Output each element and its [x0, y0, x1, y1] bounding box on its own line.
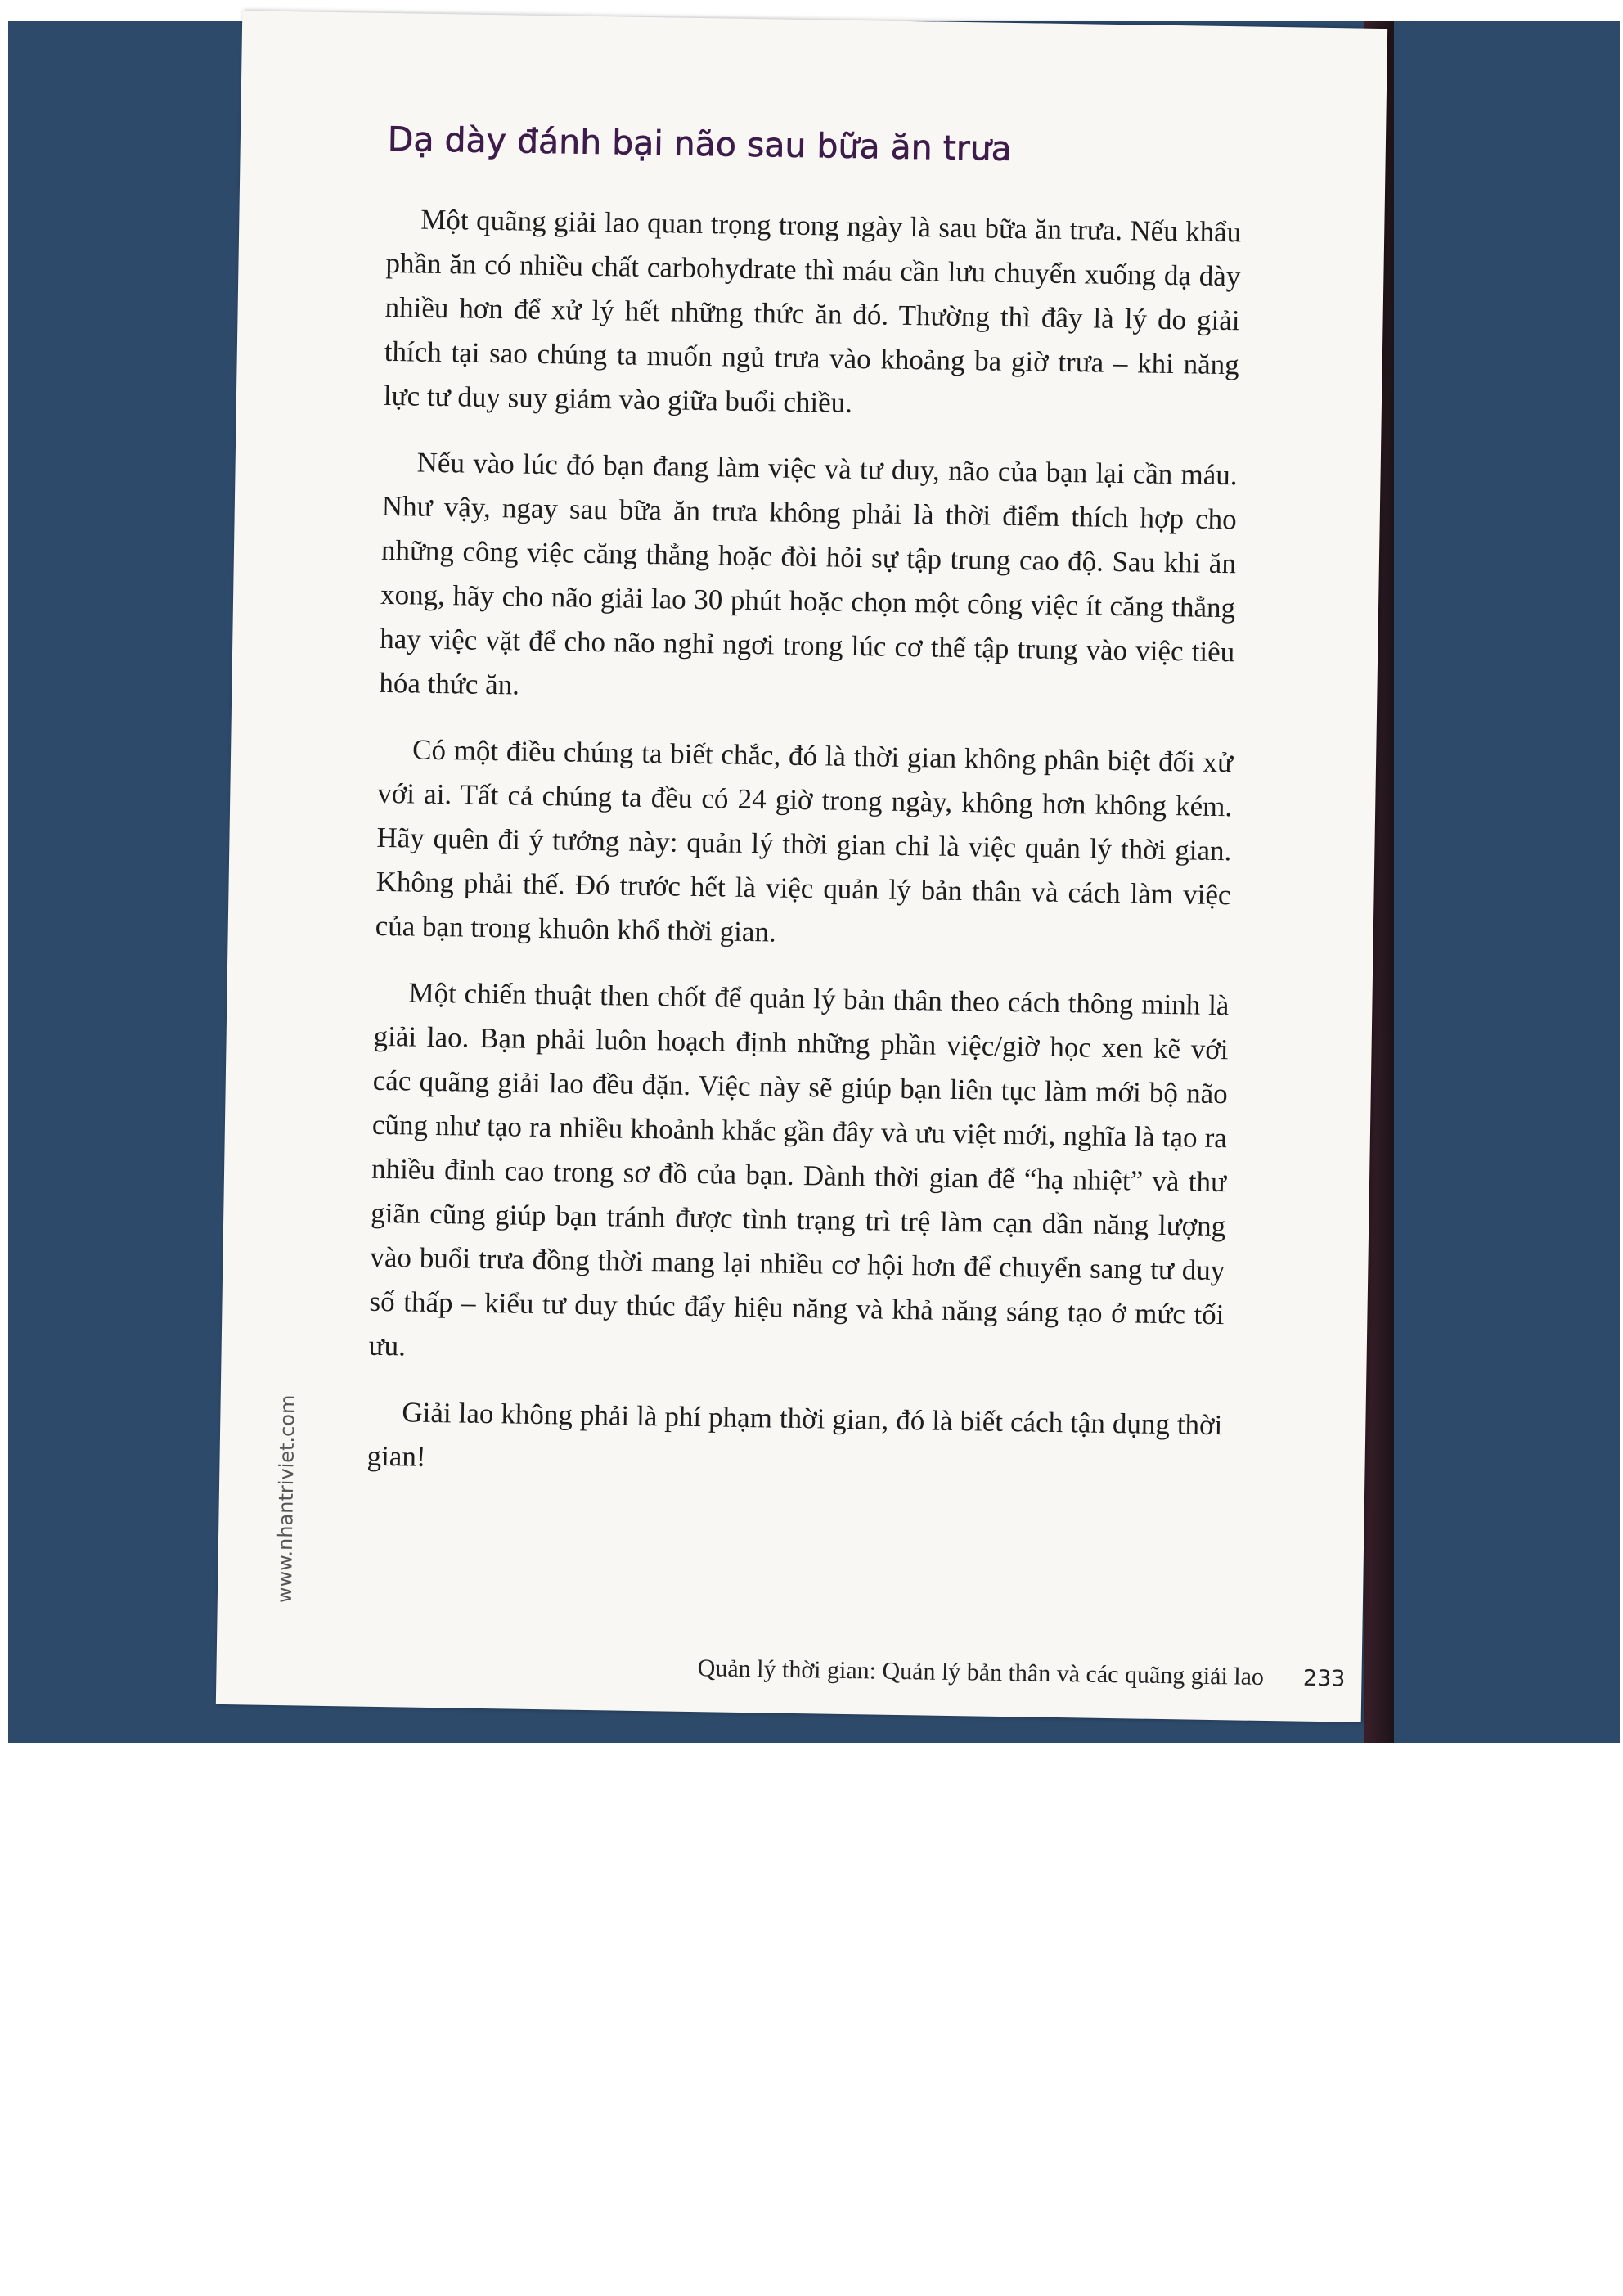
paragraph-5: Giải lao không phải là phí phạm thời gian, đó là biết cách tận dụng thời gian! [366, 1396, 1223, 1473]
body-text [366, 197, 1242, 1514]
paragraph-1: Một quãng giải lao quan trọng trong ngày là sau bữa ăn trưa. Nếu khẩu phần ăn có nhiều chất carbohydrate thì máu cần lưu chuyển xuống dạ dày nhiều hơn để xử lý hết những thức ăn đó. Thường thì đây là lý do giải thích tại sao chúng ta muốn ngủ trưa vào khoảng ba giờ trưa – khi năng lực tư duy suy giảm vào giữa buổi chiều. [383, 203, 1242, 419]
section-heading: Dạ dày đánh bại não sau bữa ăn trưa [387, 119, 1013, 169]
book-page [216, 11, 1387, 1722]
running-title: Quản lý thời gian: Quản lý bản thân và các quãng giải lao [697, 1654, 1265, 1690]
page-footer [641, 1654, 1345, 1693]
paragraph-4: Một chiến thuật then chốt để quản lý bản thân theo cách thông minh là giải lao. Bạn phải luôn hoạch định những phần việc/giờ học xen kẽ với các quãng giải lao đều đặn. Việc này sẽ giúp bạn liên tục làm mới bộ não cũng như tạo ra nhiều khoảnh khắc gần đây và ưu việt mới, nghĩa là tạo ra nhiều đỉnh cao trong sơ đồ của bạn. Dành thời gian để “hạ nhiệt” và thư giãn cũng giúp bạn tránh được tình trạng trì trệ làm cạn dần năng lượng vào buổi trưa đồng thời mang lại nhiều cơ hội hơn để chuyển sang tư duy số thấp – kiểu tư duy thúc đẩy hiệu năng và khả năng sáng tạo ở mức tối ưu. [368, 976, 1230, 1362]
sidebar-url: www.nhantriviet.com [272, 1394, 299, 1604]
paragraph-2: Nếu vào lúc đó bạn đang làm việc và tư duy, não của bạn lại cần máu. Như vậy, ngay sau bữa ăn trưa không phải là thời điểm thích hợp cho những công việc căng thẳng hoặc đòi hỏi sự tập trung cao độ. Sau khi ăn xong, hãy cho não giải lao 30 phút hoặc chọn một công việc ít căng thẳng hay việc vặt để cho não nghỉ ngơi trong lúc cơ thể tập trung vào việc tiêu hóa thức ăn. [379, 446, 1238, 701]
page-number: 233 [1302, 1665, 1346, 1692]
paragraph-3: Có một điều chúng ta biết chắc, đó là thời gian không phân biệt đối xử với ai. Tất cả chúng ta đều có 24 giờ trong ngày, không hơn không kém. Hãy quên đi ý tưởng này: quản lý thời gian chỉ là việc quản lý thời gian. Không phải thế. Đó trước hết là việc quản lý bản thân và cách làm việc của bạn trong khuôn khổ thời gian. [375, 733, 1234, 948]
